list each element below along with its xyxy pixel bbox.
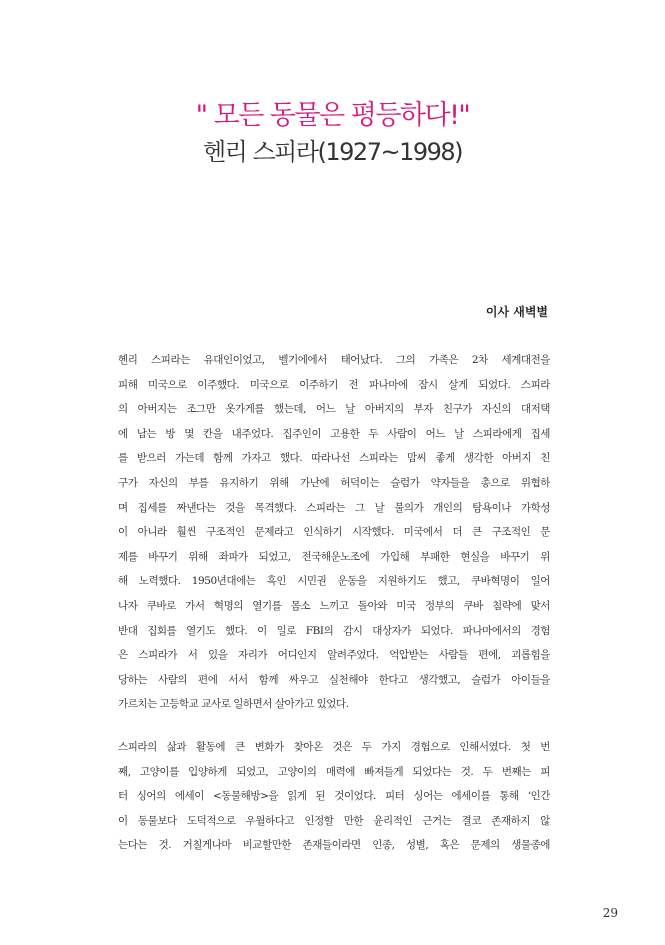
text-line: 에 남는 방 몇 칸을 내주었다. 집주인이 고용한 두 사람이 어느 날 스피라에게 집세 xyxy=(118,427,550,440)
text-line: 터 싱어의 에세이 <동물해방>을 읽게 된 것이었다. 피터 싱어는 에세이를 통해 ‘인간 xyxy=(118,790,550,803)
text-line: 의 아버지는 조그만 옷가게를 했는데, 어느 날 아버지의 부자 친구가 자신의 대저택 xyxy=(118,403,550,416)
text-line: 는다는 것. 거칠게나마 비교할만한 존재들이라면 인종, 성별, 혹은 문제의 생물종에 xyxy=(118,839,550,852)
page-number: 29 xyxy=(602,906,618,920)
body-paragraph-2 xyxy=(118,735,550,858)
text-line: 를 받으러 가는데 함께 가자고 했다. 따라나선 스피라는 맘씨 좋게 생각한 아버지 친 xyxy=(118,452,550,465)
title-subtitle: 헨리 스피라(1927~1998) xyxy=(202,138,463,166)
author-name: 이사 새벽별 xyxy=(485,305,548,319)
text-line: 반대 집회를 열기도 했다. 이 일로 FBI의 감시 대상자가 되었다. 파나마에서의 경험 xyxy=(118,624,550,637)
text-line: 구가 자신의 부를 유지하기 위해 가난에 허덕이는 슬럼가 약자들을 총으로 위협하 xyxy=(118,476,550,489)
text-line: 은 스피라가 서 있을 자리가 어디인지 알려주었다. 억압받는 사람들 편에, 괴롭힘을 xyxy=(118,649,550,662)
title-quote: " 모든 동물은 평등하다!" xyxy=(195,100,470,131)
title-block xyxy=(0,98,665,170)
text-line: 이 동물보다 도덕적으로 우월하다고 인정할 만한 윤리적인 근거는 결코 존재하지 않 xyxy=(118,814,550,827)
text-line: 헨리 스피라는 유대인이었고, 벨기에에서 태어났다. 그의 가족은 2차 세계대전을 xyxy=(118,354,550,366)
text-line: 피해 미국으로 이주했다. 미국으로 이주하기 전 파나마에 잠시 살게 되었다. 스피라 xyxy=(118,378,550,391)
text-line: 이 아니라 훨씬 구조적인 문제라고 인식하기 시작했다. 미국에서 더 큰 구조적인 문 xyxy=(118,526,550,539)
body-paragraph-1 xyxy=(118,348,550,717)
text-line: 스피라의 삶과 활동에 큰 변화가 찾아온 것은 두 가지 경험으로 인해서였다. 첫 번 xyxy=(118,741,550,753)
text-line: 제를 바꾸기 위해 좌파가 되었고, 전국해운노조에 가입해 부패한 현실을 바꾸기 위 xyxy=(118,550,550,563)
text-line: 가르치는 고등학교 교사로 일하면서 살아가고 있었다. xyxy=(118,698,349,711)
text-line: 나자 쿠바로 가서 혁명의 열기를 몸소 느끼고 돌아와 미국 정부의 쿠바 침략에 맞서 xyxy=(118,599,550,612)
text-line: 째, 고양이를 입양하게 되었고, 고양이의 매력에 빠져들게 되었다는 것. 두 번째는 피 xyxy=(118,765,550,778)
text-line: 당하는 사람의 편에 서서 함께 싸우고 실천해야 한다고 생각했고, 슬럼가 아이들을 xyxy=(118,673,550,686)
text-line: 며 집세를 짜낸다는 것을 목격했다. 스피라는 그 날 불의가 개인의 탐욕이나 가학성 xyxy=(118,501,550,514)
text-line: 해 노력했다. 1950년대에는 흑인 시민권 운동을 지원하기도 했고, 쿠바혁명이 일어 xyxy=(118,575,550,588)
